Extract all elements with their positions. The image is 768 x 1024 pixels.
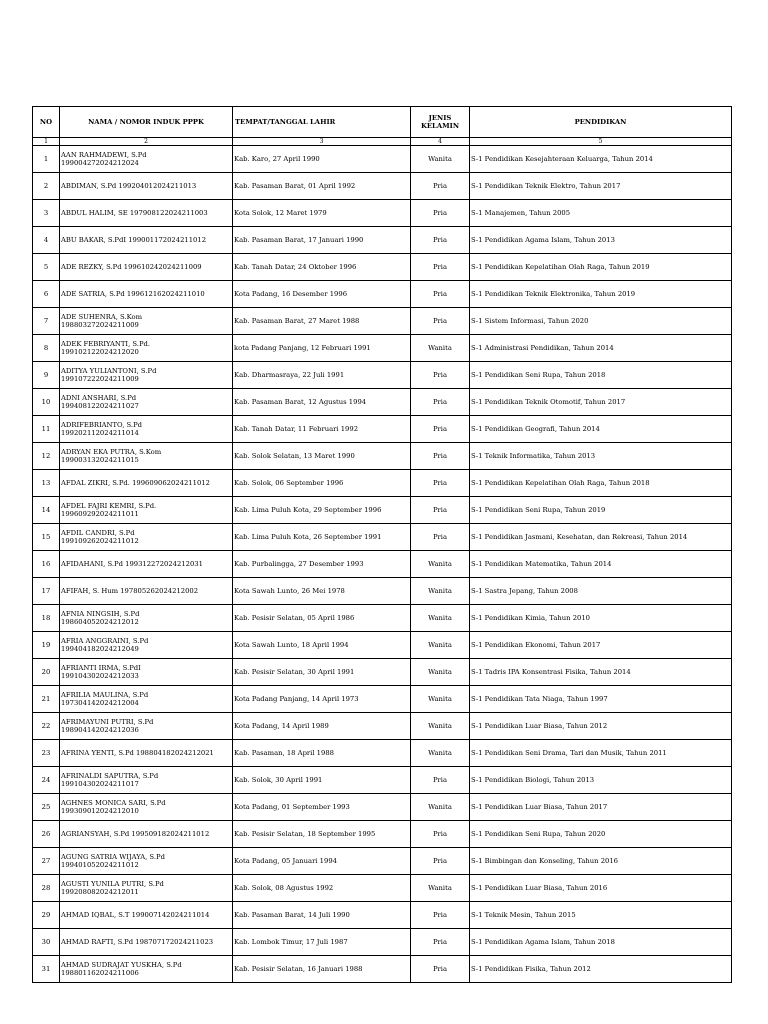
cell-tempat-tanggal-lahir: Kab. Pasaman, 18 April 1988 [233, 740, 411, 767]
cell-tempat-tanggal-lahir: Kab. Pasaman Barat, 12 Agustus 1994 [233, 389, 411, 416]
cell-name [60, 470, 233, 497]
name-line: AFRIANTI IRMA, S.PdI [61, 664, 141, 672]
cell-tempat-tanggal-lahir: Kab. Pesisir Selatan, 16 Januari 1988 [233, 956, 411, 983]
cell-name [60, 929, 233, 956]
cell-name [60, 497, 233, 524]
table-row [33, 227, 732, 254]
cell-tempat-tanggal-lahir: Kab. Solok, 06 September 1996 [233, 470, 411, 497]
name-line: AFDAL ZIKRI, S.Pd. 199609062024211012 [61, 479, 210, 487]
cell-no: 16 [33, 551, 60, 578]
cell-tempat-tanggal-lahir: Kab. Pesisir Selatan, 30 April 1991 [233, 659, 411, 686]
cell-jenis-kelamin: Pria [411, 227, 470, 254]
nip-line: 199107222024211009 [61, 375, 139, 383]
cell-no: 15 [33, 524, 60, 551]
cell-jenis-kelamin: Wanita [411, 551, 470, 578]
cell-jenis-kelamin: Wanita [411, 740, 470, 767]
table-row [33, 578, 732, 605]
cell-pendidikan: S-1 Teknik Mesin, Tahun 2015 [470, 902, 732, 929]
name-line: ADEK FEBRIYANTI, S.Pd. [61, 340, 151, 348]
cell-tempat-tanggal-lahir: Kota Padang, 01 September 1993 [233, 794, 411, 821]
cell-no: 21 [33, 686, 60, 713]
cell-pendidikan: S-1 Pendidikan Seni Rupa, Tahun 2018 [470, 362, 732, 389]
cell-no: 7 [33, 308, 60, 335]
cell-tempat-tanggal-lahir: Kab. Pasaman Barat, 01 April 1992 [233, 173, 411, 200]
cell-jenis-kelamin: Pria [411, 362, 470, 389]
cell-no: 6 [33, 281, 60, 308]
cell-tempat-tanggal-lahir: Kab. Pasaman Barat, 27 Maret 1988 [233, 308, 411, 335]
cell-pendidikan: S-1 Sastra Jepang, Tahun 2008 [470, 578, 732, 605]
cell-no: 13 [33, 470, 60, 497]
cell-jenis-kelamin: Wanita [411, 146, 470, 173]
cell-pendidikan: S-1 Teknik Informatika, Tahun 2013 [470, 443, 732, 470]
name-line: AGRIANSYAH, S.Pd 199509182024211012 [61, 830, 210, 838]
cell-tempat-tanggal-lahir: Kab. Pasaman Barat, 17 Januari 1990 [233, 227, 411, 254]
cell-jenis-kelamin: Pria [411, 308, 470, 335]
cell-name [60, 767, 233, 794]
column-number: 1 [33, 138, 60, 146]
cell-no: 5 [33, 254, 60, 281]
cell-no: 14 [33, 497, 60, 524]
name-line: AGHNES MONICA SARI, S.Pd [61, 799, 166, 807]
table-row [33, 767, 732, 794]
name-line: AFRINALDI SAPUTRA, S.Pd [61, 772, 159, 780]
table-header [33, 107, 732, 146]
nip-line: 198604052024212012 [61, 618, 139, 626]
cell-name [60, 686, 233, 713]
table-row [33, 443, 732, 470]
header-no: NO [33, 107, 60, 138]
cell-name [60, 875, 233, 902]
cell-tempat-tanggal-lahir: Kab. Pesisir Selatan, 05 April 1986 [233, 605, 411, 632]
cell-name [60, 713, 233, 740]
cell-no: 1 [33, 146, 60, 173]
name-line: ABDIMAN, S.Pd 199204012024211013 [61, 182, 197, 190]
cell-tempat-tanggal-lahir: Kab. Lima Puluh Kota, 29 September 1996 [233, 497, 411, 524]
table-row [33, 740, 732, 767]
name-line: ADNI ANSHARI, S.Pd [61, 394, 137, 402]
cell-jenis-kelamin: Wanita [411, 794, 470, 821]
name-line: AAN RAHMADEWI, S.Pd [61, 151, 147, 159]
cell-jenis-kelamin: Pria [411, 416, 470, 443]
cell-name [60, 794, 233, 821]
cell-no: 20 [33, 659, 60, 686]
cell-pendidikan: S-1 Pendidikan Seni Rupa, Tahun 2020 [470, 821, 732, 848]
cell-jenis-kelamin: Wanita [411, 686, 470, 713]
column-number: 4 [411, 138, 470, 146]
cell-jenis-kelamin: Wanita [411, 875, 470, 902]
column-number-row [33, 138, 732, 146]
cell-name [60, 200, 233, 227]
name-line: ADRYAN EKA PUTRA, S.Kom [61, 448, 162, 456]
table-row [33, 686, 732, 713]
table-row [33, 308, 732, 335]
cell-jenis-kelamin: Pria [411, 848, 470, 875]
table-row [33, 794, 732, 821]
cell-name [60, 173, 233, 200]
cell-jenis-kelamin: Wanita [411, 713, 470, 740]
cell-pendidikan: S-1 Pendidikan Kepelatihan Olah Raga, Tahun 2018 [470, 470, 732, 497]
header-jk-line2: KELAMIN [420, 122, 460, 130]
cell-pendidikan: S-1 Pendidikan Luar Biasa, Tahun 2012 [470, 713, 732, 740]
cell-name [60, 281, 233, 308]
cell-name [60, 524, 233, 551]
cell-tempat-tanggal-lahir: Kota Sawah Lunto, 18 April 1994 [233, 632, 411, 659]
cell-name [60, 389, 233, 416]
name-line: AHMAD RAFTI, S.Pd 198707172024211023 [61, 938, 214, 946]
cell-jenis-kelamin: Pria [411, 497, 470, 524]
cell-pendidikan: S-1 Pendidikan Kimia, Tahun 2010 [470, 605, 732, 632]
cell-pendidikan: S-1 Pendidikan Matematika, Tahun 2014 [470, 551, 732, 578]
table-row [33, 254, 732, 281]
cell-tempat-tanggal-lahir: Kota Padang, 05 Januari 1994 [233, 848, 411, 875]
cell-jenis-kelamin: Pria [411, 956, 470, 983]
cell-name [60, 416, 233, 443]
table-row [33, 551, 732, 578]
cell-jenis-kelamin: Pria [411, 173, 470, 200]
cell-no: 24 [33, 767, 60, 794]
cell-pendidikan: S-1 Manajemen, Tahun 2005 [470, 200, 732, 227]
name-line: ADE SUHENRA, S.Kom [61, 313, 143, 321]
name-line: AFNIA NINGSIH, S.Pd [61, 610, 140, 618]
table-row [33, 659, 732, 686]
cell-no: 31 [33, 956, 60, 983]
name-line: AGUNG SATRIA WIJAYA, S.Pd [61, 853, 165, 861]
name-line: AFDEL FAJRI KEMRI, S.Pd. [61, 502, 157, 510]
table-row [33, 848, 732, 875]
cell-tempat-tanggal-lahir: Kab. Dharmasraya, 22 Juli 1991 [233, 362, 411, 389]
cell-no: 28 [33, 875, 60, 902]
nip-line: 199104302024211017 [61, 780, 139, 788]
cell-tempat-tanggal-lahir: Kab. Purbalingga, 27 Desember 1993 [233, 551, 411, 578]
cell-name [60, 254, 233, 281]
cell-pendidikan: S-1 Pendidikan Fisika, Tahun 2012 [470, 956, 732, 983]
nip-line: 198803272024211009 [61, 321, 139, 329]
cell-no: 4 [33, 227, 60, 254]
cell-pendidikan: S-1 Pendidikan Jasmani, Kesehatan, dan Rekreasi, Tahun 2014 [470, 524, 732, 551]
nip-line: 199609292024211011 [61, 510, 139, 518]
cell-name [60, 551, 233, 578]
header-row [33, 107, 732, 138]
cell-name [60, 659, 233, 686]
name-line: AFRIMAYUNI PUTRI, S.Pd [61, 718, 154, 726]
table-row [33, 146, 732, 173]
name-line: AFDIL CANDRI, S.Pd [61, 529, 135, 537]
cell-tempat-tanggal-lahir: Kab. Karo, 27 April 1990 [233, 146, 411, 173]
table-row [33, 821, 732, 848]
nip-line: 198801162024211006 [61, 969, 139, 977]
nip-line: 199004272024212024 [61, 159, 139, 167]
name-line: ABU BAKAR, S.PdI 199001172024211012 [61, 236, 207, 244]
cell-pendidikan: S-1 Pendidikan Seni Rupa, Tahun 2019 [470, 497, 732, 524]
cell-tempat-tanggal-lahir: Kab. Tanah Datar, 11 Februari 1992 [233, 416, 411, 443]
cell-jenis-kelamin: Wanita [411, 335, 470, 362]
cell-no: 25 [33, 794, 60, 821]
nip-line: 199404182024212049 [61, 645, 139, 653]
table-row [33, 605, 732, 632]
cell-name [60, 308, 233, 335]
cell-name [60, 578, 233, 605]
cell-name [60, 848, 233, 875]
cell-tempat-tanggal-lahir: Kota Padang, 14 April 1989 [233, 713, 411, 740]
cell-no: 11 [33, 416, 60, 443]
cell-tempat-tanggal-lahir: Kab. Tanah Datar, 24 Oktober 1996 [233, 254, 411, 281]
table-row [33, 416, 732, 443]
table-row [33, 173, 732, 200]
nip-line: 199202112024211014 [61, 429, 139, 437]
header-jenis-kelamin [411, 107, 470, 138]
cell-jenis-kelamin: Pria [411, 470, 470, 497]
table-row [33, 200, 732, 227]
cell-no: 10 [33, 389, 60, 416]
cell-pendidikan: S-1 Pendidikan Teknik Otomotif, Tahun 2017 [470, 389, 732, 416]
cell-jenis-kelamin: Pria [411, 902, 470, 929]
cell-jenis-kelamin: Pria [411, 254, 470, 281]
cell-no: 3 [33, 200, 60, 227]
cell-pendidikan: S-1 Pendidikan Teknik Elektronika, Tahun 2019 [470, 281, 732, 308]
table-row [33, 497, 732, 524]
cell-name [60, 362, 233, 389]
name-line: AFIDAHANI, S.Pd 199312272024212031 [61, 560, 203, 568]
cell-name [60, 335, 233, 362]
cell-no: 9 [33, 362, 60, 389]
table-row [33, 902, 732, 929]
cell-no: 30 [33, 929, 60, 956]
header-pendidikan: PENDIDIKAN [470, 107, 732, 138]
table-row [33, 524, 732, 551]
cell-pendidikan: S-1 Pendidikan Kepelatihan Olah Raga, Tahun 2019 [470, 254, 732, 281]
cell-name [60, 821, 233, 848]
cell-tempat-tanggal-lahir: Kab. Lombok Timur, 17 Juli 1987 [233, 929, 411, 956]
cell-no: 29 [33, 902, 60, 929]
cell-pendidikan: S-1 Pendidikan Kesejahteraan Keluarga, Tahun 2014 [470, 146, 732, 173]
name-line: AFRINA YENTI, S.Pd 198804182024212021 [61, 749, 214, 757]
nip-line: 199208082024212011 [61, 888, 139, 896]
cell-pendidikan: S-1 Pendidikan Agama Islam, Tahun 2013 [470, 227, 732, 254]
cell-jenis-kelamin: Pria [411, 929, 470, 956]
table-row [33, 470, 732, 497]
cell-pendidikan: S-1 Pendidikan Teknik Elektro, Tahun 2017 [470, 173, 732, 200]
column-number: 5 [470, 138, 732, 146]
cell-tempat-tanggal-lahir: Kota Solok, 12 Maret 1979 [233, 200, 411, 227]
cell-jenis-kelamin: Pria [411, 821, 470, 848]
cell-pendidikan: S-1 Pendidikan Biologi, Tahun 2013 [470, 767, 732, 794]
cell-pendidikan: S-1 Pendidikan Agama Islam, Tahun 2018 [470, 929, 732, 956]
cell-tempat-tanggal-lahir: Kota Padang, 16 Desember 1996 [233, 281, 411, 308]
cell-pendidikan: S-1 Tadris IPA Konsentrasi Fisika, Tahun 2014 [470, 659, 732, 686]
cell-pendidikan: S-1 Sistem Informasi, Tahun 2020 [470, 308, 732, 335]
nip-line: 199109262024211012 [61, 537, 139, 545]
column-number: 3 [233, 138, 411, 146]
nip-line: 199102122024212020 [61, 348, 139, 356]
nip-line: 199309012024212010 [61, 807, 139, 815]
cell-jenis-kelamin: Pria [411, 524, 470, 551]
cell-pendidikan: S-1 Pendidikan Seni Drama, Tari dan Musik, Tahun 2011 [470, 740, 732, 767]
cell-name [60, 956, 233, 983]
cell-tempat-tanggal-lahir: Kota Sawah Lunto, 26 Mei 1978 [233, 578, 411, 605]
cell-no: 12 [33, 443, 60, 470]
cell-jenis-kelamin: Pria [411, 281, 470, 308]
cell-name [60, 227, 233, 254]
cell-pendidikan: S-1 Administrasi Pendidikan, Tahun 2014 [470, 335, 732, 362]
cell-no: 27 [33, 848, 60, 875]
cell-pendidikan: S-1 Pendidikan Luar Biasa, Tahun 2016 [470, 875, 732, 902]
cell-tempat-tanggal-lahir: Kota Padang Panjang, 14 April 1973 [233, 686, 411, 713]
cell-jenis-kelamin: Pria [411, 443, 470, 470]
cell-tempat-tanggal-lahir: kota Padang Panjang, 12 Februari 1991 [233, 335, 411, 362]
table-row [33, 929, 732, 956]
cell-no: 22 [33, 713, 60, 740]
nip-line: 199104302024212033 [61, 672, 139, 680]
cell-name [60, 605, 233, 632]
cell-no: 19 [33, 632, 60, 659]
cell-no: 26 [33, 821, 60, 848]
cell-name [60, 740, 233, 767]
table-row [33, 632, 732, 659]
name-line: ADRIFEBRIANTO, S.Pd [61, 421, 143, 429]
table-row [33, 956, 732, 983]
cell-jenis-kelamin: Wanita [411, 578, 470, 605]
cell-jenis-kelamin: Wanita [411, 632, 470, 659]
cell-pendidikan: S-1 Pendidikan Luar Biasa, Tahun 2017 [470, 794, 732, 821]
nip-line: 197304142024212004 [61, 699, 139, 707]
cell-pendidikan: S-1 Pendidikan Ekonomi, Tahun 2017 [470, 632, 732, 659]
cell-tempat-tanggal-lahir: Kab. Solok, 30 April 1991 [233, 767, 411, 794]
header-name: NAMA / NOMOR INDUK PPPK [60, 107, 233, 138]
table-row [33, 281, 732, 308]
name-line: ADE REZKY, S.Pd 199610242024211009 [61, 263, 202, 271]
header-jk-line1: JENIS [428, 114, 452, 122]
table-row [33, 713, 732, 740]
cell-tempat-tanggal-lahir: Kab. Solok, 08 Agustus 1992 [233, 875, 411, 902]
cell-jenis-kelamin: Wanita [411, 659, 470, 686]
cell-tempat-tanggal-lahir: Kab. Pasaman Barat, 14 Juli 1990 [233, 902, 411, 929]
name-line: AFRIA ANGGRAINI, S.Pd [61, 637, 149, 645]
cell-jenis-kelamin: Pria [411, 389, 470, 416]
cell-jenis-kelamin: Pria [411, 200, 470, 227]
cell-no: 18 [33, 605, 60, 632]
cell-name [60, 443, 233, 470]
cell-tempat-tanggal-lahir: Kab. Lima Puluh Kota, 26 September 1991 [233, 524, 411, 551]
cell-name [60, 632, 233, 659]
cell-pendidikan: S-1 Bimbingan dan Konseling, Tahun 2016 [470, 848, 732, 875]
nip-line: 199401052024211012 [61, 861, 139, 869]
table-row [33, 362, 732, 389]
name-line: AHMAD IQBAL, S.T 199007142024211014 [61, 911, 210, 919]
cell-tempat-tanggal-lahir: Kab. Solok Selatan, 13 Maret 1990 [233, 443, 411, 470]
cell-jenis-kelamin: Wanita [411, 605, 470, 632]
cell-jenis-kelamin: Pria [411, 767, 470, 794]
cell-pendidikan: S-1 Pendidikan Geografi, Tahun 2014 [470, 416, 732, 443]
nip-line: 198904142024212036 [61, 726, 139, 734]
nip-line: 199408122024211027 [61, 402, 139, 410]
cell-no: 17 [33, 578, 60, 605]
cell-pendidikan: S-1 Pendidikan Tata Niaga, Tahun 1997 [470, 686, 732, 713]
cell-name [60, 902, 233, 929]
column-number: 2 [60, 138, 233, 146]
table-row [33, 335, 732, 362]
table-row [33, 875, 732, 902]
cell-no: 23 [33, 740, 60, 767]
name-line: ADE SATRIA, S.Pd 199612162024211010 [61, 290, 205, 298]
header-ttl: TEMPAT/TANGGAL LAHIR [233, 107, 411, 138]
cell-tempat-tanggal-lahir: Kab. Pesisir Selatan, 18 September 1995 [233, 821, 411, 848]
cell-name [60, 146, 233, 173]
name-line: AGUSTI YUNILA PUTRI, S.Pd [61, 880, 164, 888]
name-line: AFIFAH, S. Hum 197805262024212002 [61, 587, 199, 595]
pppk-table [32, 106, 732, 983]
table-row [33, 389, 732, 416]
cell-no: 8 [33, 335, 60, 362]
name-line: ADITYA YULIANTONI, S.Pd [61, 367, 157, 375]
name-line: AFRILIA MAULINA, S.Pd [61, 691, 149, 699]
cell-no: 2 [33, 173, 60, 200]
name-line: AHMAD SUDRAJAT YUSKHA, S.Pd [61, 961, 182, 969]
name-line: ABDUL HALIM, SE 197908122024211003 [61, 209, 208, 217]
nip-line: 199003132024211015 [61, 456, 139, 464]
table-body [33, 146, 732, 983]
